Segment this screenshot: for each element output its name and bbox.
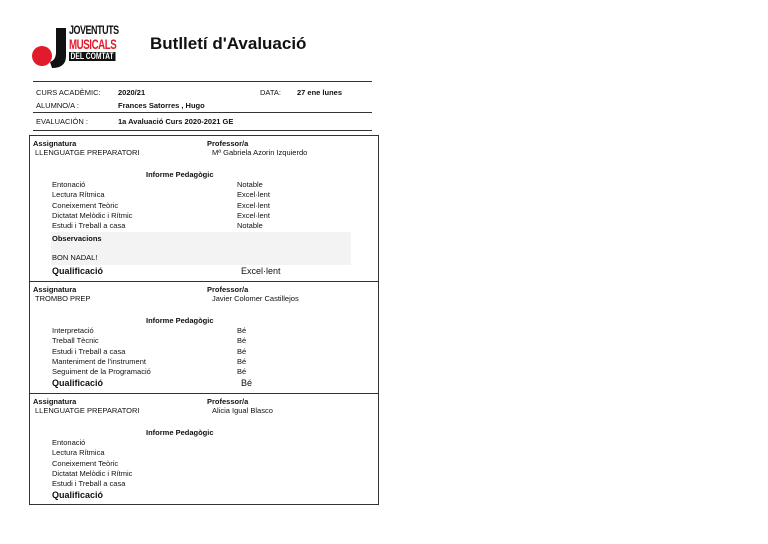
assignatura-label: Assignatura — [33, 397, 77, 406]
logo-line2: MUSICALS — [69, 36, 117, 52]
criterion-value: Bé — [237, 347, 247, 356]
logo-wordmark — [69, 26, 135, 61]
evaluacion-value: 1a Avaluació Curs 2020-2021 GE — [118, 117, 234, 126]
criterion-name: Treball Tècnic — [52, 336, 99, 345]
criterion-name: Entonació — [52, 180, 86, 189]
logo-line1: JOVENTUTS — [69, 25, 119, 37]
curs-label: CURS ACADÈMIC: — [36, 88, 101, 97]
criterion-value: Excel·lent — [237, 190, 270, 199]
qualificacio-label: Qualificació — [52, 378, 104, 388]
criterion-name: Entonació — [52, 438, 86, 447]
observacions-label: Observacions — [52, 234, 102, 243]
qualificacio-value: Bé — [241, 378, 253, 388]
criterion-name: Interpretació — [52, 326, 94, 335]
data-value: 27 ene lunes — [297, 88, 343, 97]
subject-block — [29, 281, 379, 394]
criterion-value: Excel·lent — [237, 211, 270, 220]
criterion-name: Estudi i Treball a casa — [52, 479, 126, 488]
assignatura-label: Assignatura — [33, 285, 77, 294]
professor-label: Professor/a — [207, 139, 249, 148]
professor-label: Professor/a — [207, 285, 249, 294]
assignatura-label: Assignatura — [33, 139, 77, 148]
informe-heading: Informe Pedagògic — [146, 170, 214, 179]
observacions-text: BON NADAL! — [52, 253, 98, 262]
professor-value: Javier Colomer Castillejos — [212, 294, 299, 303]
assignatura-value: TROMBO PREP — [35, 294, 91, 303]
criterion-value: Notable — [237, 180, 263, 189]
criterion-name: Estudi i Treball a casa — [52, 221, 126, 230]
criterion-value: Excel·lent — [237, 201, 270, 210]
evaluacion-label: EVALUACIÓN : — [36, 117, 88, 126]
qualificacio-value: Excel·lent — [241, 266, 281, 276]
informe-heading: Informe Pedagògic — [146, 316, 214, 325]
criterion-name: Lectura Rítmica — [52, 448, 105, 457]
criterion-name: Dictatat Melòdic i Rítmic — [52, 469, 133, 478]
qualificacio-label: Qualificació — [52, 490, 104, 500]
header-top-divider — [33, 81, 372, 82]
subject-block — [29, 393, 379, 505]
alumno-value: Frances Satorres , Hugo — [118, 101, 205, 110]
qualificacio-label: Qualificació — [52, 266, 104, 276]
subject-block — [29, 135, 379, 282]
informe-heading: Informe Pedagògic — [146, 428, 214, 437]
criterion-value: Bé — [237, 336, 247, 345]
criterion-name: Lectura Rítmica — [52, 190, 105, 199]
assignatura-value: LLENGUATGE PREPARATORI — [35, 148, 140, 157]
criterion-name: Seguiment de la Programació — [52, 367, 151, 376]
data-label: DATA: — [260, 88, 281, 97]
professor-value: Mª Gabriela Azorin Izquierdo — [212, 148, 308, 157]
criterion-value: Bé — [237, 326, 247, 335]
criterion-name: Coneixement Teòric — [52, 459, 119, 468]
header-mid-divider — [33, 112, 372, 113]
criterion-value: Bé — [237, 357, 247, 366]
assignatura-value: LLENGUATGE PREPARATORI — [35, 406, 140, 415]
professor-value: Alicia Igual Blasco — [212, 406, 273, 415]
curs-value: 2020/21 — [118, 88, 146, 97]
criterion-value: Notable — [237, 221, 263, 230]
criterion-value: Bé — [237, 367, 247, 376]
alumno-label: ALUMNO/A : — [36, 101, 79, 110]
page-title: Butlletí d'Avaluació — [150, 34, 307, 53]
professor-label: Professor/a — [207, 397, 249, 406]
logo-line3: DEL COMTAT — [70, 51, 114, 61]
criterion-name: Dictatat Melòdic i Rítmic — [52, 211, 133, 220]
criterion-name: Estudi i Treball a casa — [52, 347, 126, 356]
criterion-name: Coneixement Teòric — [52, 201, 119, 210]
criterion-name: Manteniment de l'instrument — [52, 357, 146, 366]
header-bottom-divider — [33, 130, 372, 131]
